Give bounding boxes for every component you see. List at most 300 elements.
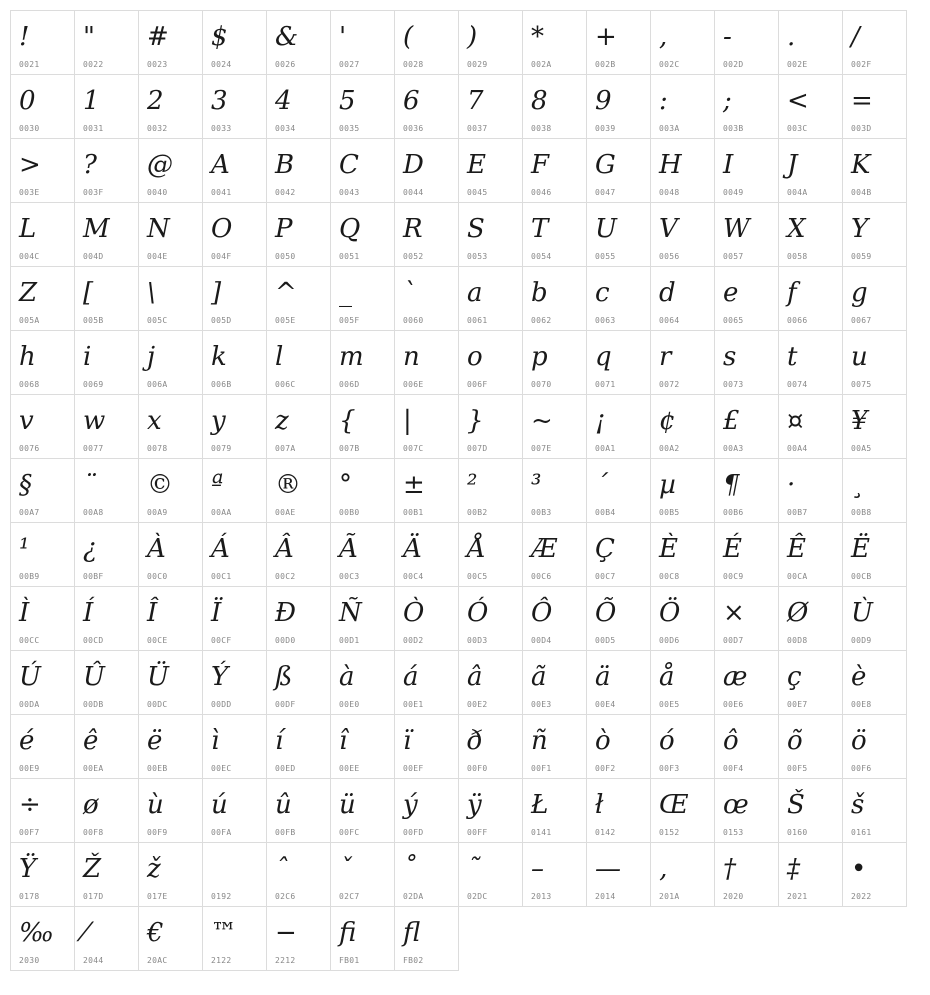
glyph-char: Y xyxy=(851,214,869,244)
glyph-code: 004D xyxy=(83,252,104,261)
glyph-cell xyxy=(586,714,651,779)
glyph-cell xyxy=(650,394,715,459)
glyph-code: 00A4 xyxy=(787,444,808,453)
glyph-code: 00B9 xyxy=(19,572,40,581)
glyph-cell xyxy=(10,714,75,779)
glyph-code: 00C4 xyxy=(403,572,424,581)
glyph-code: 00A2 xyxy=(659,444,680,453)
glyph-cell xyxy=(10,906,75,971)
glyph-char: — xyxy=(595,854,621,884)
glyph-char: å xyxy=(659,662,675,692)
glyph-cell xyxy=(394,906,459,971)
glyph-cell xyxy=(714,842,779,907)
glyph-cell xyxy=(586,266,651,331)
glyph-char: U xyxy=(595,214,617,244)
glyph-code: 00BF xyxy=(83,572,104,581)
glyph-code: 00A1 xyxy=(595,444,616,453)
glyph-char: È xyxy=(659,534,678,564)
glyph-cell xyxy=(74,586,139,651)
glyph-cell xyxy=(10,202,75,267)
glyph-cell xyxy=(266,650,331,715)
glyph-char: ¢ xyxy=(659,406,676,436)
glyph-cell xyxy=(394,778,459,843)
glyph-cell xyxy=(202,778,267,843)
glyph-char: ¥ xyxy=(851,406,868,436)
glyph-cell xyxy=(842,266,907,331)
glyph-code: 0192 xyxy=(211,892,232,901)
glyph-char: q xyxy=(595,342,612,372)
glyph-char: Ð xyxy=(275,598,296,628)
glyph-char: m xyxy=(339,342,364,372)
glyph-code: 0051 xyxy=(339,252,360,261)
glyph-char: ê xyxy=(83,726,99,756)
glyph-char: ³ xyxy=(531,470,542,500)
glyph-char: p xyxy=(531,342,548,372)
glyph-cell xyxy=(266,458,331,523)
glyph-char: ! xyxy=(19,22,30,52)
glyph-char: Õ xyxy=(595,598,617,628)
glyph-cell xyxy=(714,650,779,715)
glyph-char: ˇ xyxy=(339,854,352,884)
glyph-char: Ł xyxy=(531,790,549,820)
glyph-cell xyxy=(714,394,779,459)
glyph-code: 003A xyxy=(659,124,680,133)
glyph-char: E xyxy=(467,150,486,180)
glyph-cell xyxy=(842,202,907,267)
glyph-char: I xyxy=(723,150,734,180)
glyph-char: Á xyxy=(211,534,230,564)
glyph-code: 0030 xyxy=(19,124,40,133)
glyph-code: 00B5 xyxy=(659,508,680,517)
glyph-code: 0032 xyxy=(147,124,168,133)
glyph-code: 0060 xyxy=(403,316,424,325)
glyph-cell xyxy=(586,650,651,715)
glyph-cell xyxy=(586,394,651,459)
glyph-char: ° xyxy=(339,470,352,500)
glyph-cell xyxy=(138,202,203,267)
glyph-cell xyxy=(74,74,139,139)
glyph-char: ~ xyxy=(531,406,553,436)
glyph-char: F xyxy=(531,150,550,180)
glyph-cell xyxy=(202,330,267,395)
glyph-char: O xyxy=(211,214,233,244)
glyph-cell xyxy=(330,138,395,203)
glyph-char: * xyxy=(531,22,544,52)
glyph-cell xyxy=(458,10,523,75)
glyph-code: 00D5 xyxy=(595,636,616,645)
glyph-char: . xyxy=(787,22,796,52)
glyph-cell xyxy=(330,202,395,267)
glyph-cell xyxy=(522,586,587,651)
glyph-code: 00E3 xyxy=(531,700,552,709)
glyph-char: ø xyxy=(83,790,99,820)
glyph-char: - xyxy=(723,22,732,52)
glyph-cell xyxy=(74,202,139,267)
glyph-cell xyxy=(138,458,203,523)
glyph-char: r xyxy=(659,342,672,372)
glyph-char: d xyxy=(659,278,676,308)
glyph-cell xyxy=(778,778,843,843)
glyph-cell xyxy=(202,10,267,75)
glyph-char: u xyxy=(851,342,868,372)
glyph-char: 5 xyxy=(339,86,356,116)
glyph-code: 00B0 xyxy=(339,508,360,517)
glyph-cell xyxy=(202,74,267,139)
glyph-char: ‡ xyxy=(787,854,800,884)
glyph-code: 00E5 xyxy=(659,700,680,709)
glyph-code: 0045 xyxy=(467,188,488,197)
glyph-char: Â xyxy=(275,534,294,564)
glyph-cell xyxy=(330,74,395,139)
glyph-cell xyxy=(138,522,203,587)
glyph-code: 00DF xyxy=(275,700,296,709)
glyph-code: 00E0 xyxy=(339,700,360,709)
glyph-code: 005A xyxy=(19,316,40,325)
glyph-cell xyxy=(714,74,779,139)
glyph-char: w xyxy=(83,406,106,436)
glyph-char: ¤ xyxy=(787,406,804,436)
glyph-code: 0046 xyxy=(531,188,552,197)
glyph-char: z xyxy=(275,406,289,436)
glyph-code: FB02 xyxy=(403,956,424,965)
glyph-char: N xyxy=(147,214,170,244)
glyph-code: 0073 xyxy=(723,380,744,389)
glyph-cell xyxy=(74,10,139,75)
glyph-char: Ï xyxy=(211,598,222,628)
glyph-cell xyxy=(586,778,651,843)
glyph-cell xyxy=(778,202,843,267)
glyph-cell xyxy=(138,10,203,75)
glyph-code: 00DD xyxy=(211,700,232,709)
glyph-code: 00D8 xyxy=(787,636,808,645)
glyph-code: 007C xyxy=(403,444,424,453)
glyph-char: Q xyxy=(339,214,361,244)
glyph-code: 00C2 xyxy=(275,572,296,581)
glyph-cell xyxy=(778,266,843,331)
glyph-code: 00F0 xyxy=(467,764,488,773)
glyph-char: ' xyxy=(339,22,347,52)
glyph-cell xyxy=(266,586,331,651)
glyph-char: Ü xyxy=(147,662,169,692)
glyph-code: 0040 xyxy=(147,188,168,197)
glyph-code: 0142 xyxy=(595,828,616,837)
glyph-code: 2212 xyxy=(275,956,296,965)
glyph-cell xyxy=(10,842,75,907)
glyph-code: 005B xyxy=(83,316,104,325)
glyph-code: 00EE xyxy=(339,764,360,773)
glyph-char: ª xyxy=(211,470,224,500)
glyph-char: Ö xyxy=(659,598,681,628)
glyph-code: 2020 xyxy=(723,892,744,901)
glyph-code: 00D4 xyxy=(531,636,552,645)
glyph-char: 2 xyxy=(147,86,164,116)
glyph-cell xyxy=(138,74,203,139)
glyph-code: 00A5 xyxy=(851,444,872,453)
glyph-code: 2021 xyxy=(787,892,808,901)
glyph-char: e xyxy=(723,278,739,308)
glyph-cell xyxy=(650,522,715,587)
glyph-char: f xyxy=(787,278,797,308)
glyph-cell xyxy=(266,330,331,395)
glyph-code: 006D xyxy=(339,380,360,389)
glyph-code: 0036 xyxy=(403,124,424,133)
glyph-char: Ò xyxy=(403,598,425,628)
glyph-code: 00B7 xyxy=(787,508,808,517)
glyph-cell xyxy=(330,586,395,651)
glyph-code: 00CE xyxy=(147,636,168,645)
glyph-char: £ xyxy=(723,406,740,436)
glyph-char: i xyxy=(83,342,92,372)
glyph-code: 006B xyxy=(211,380,232,389)
glyph-cell xyxy=(522,778,587,843)
glyph-code: 005E xyxy=(275,316,296,325)
glyph-cell xyxy=(266,906,331,971)
glyph-code: 00FA xyxy=(211,828,232,837)
glyph-cell xyxy=(522,842,587,907)
glyph-char: à xyxy=(339,662,355,692)
glyph-code: 00D2 xyxy=(403,636,424,645)
glyph-cell xyxy=(714,266,779,331)
glyph-char: ´ xyxy=(595,470,608,500)
glyph-char: ì xyxy=(211,726,220,756)
glyph-code: 0048 xyxy=(659,188,680,197)
glyph-cell xyxy=(458,330,523,395)
glyph-cell xyxy=(138,330,203,395)
glyph-cell xyxy=(202,522,267,587)
glyph-cell xyxy=(522,458,587,523)
glyph-char: œ xyxy=(723,790,749,820)
glyph-code: 02C6 xyxy=(275,892,296,901)
glyph-cell xyxy=(522,394,587,459)
glyph-char: Ø xyxy=(787,598,809,628)
glyph-code: 004B xyxy=(851,188,872,197)
glyph-cell xyxy=(650,138,715,203)
glyph-code: 2030 xyxy=(19,956,40,965)
glyph-char: è xyxy=(851,662,867,692)
glyph-cell xyxy=(330,522,395,587)
glyph-cell xyxy=(586,202,651,267)
glyph-code: 007E xyxy=(531,444,552,453)
glyph-char: É xyxy=(723,534,742,564)
glyph-cell xyxy=(842,842,907,907)
glyph-char: ` xyxy=(403,278,416,308)
glyph-cell xyxy=(650,842,715,907)
glyph-char: # xyxy=(147,22,169,52)
glyph-code: 00C3 xyxy=(339,572,360,581)
glyph-char: L xyxy=(19,214,37,244)
glyph-cell xyxy=(10,458,75,523)
glyph-code: 0071 xyxy=(595,380,616,389)
glyph-char: Ó xyxy=(467,598,489,628)
glyph-code: 00A8 xyxy=(83,508,104,517)
glyph-cell xyxy=(330,842,395,907)
glyph-char: ) xyxy=(467,22,478,52)
glyph-char: Ã xyxy=(339,534,358,564)
glyph-code: 0070 xyxy=(531,380,552,389)
glyph-code: 00CB xyxy=(851,572,872,581)
glyph-cell xyxy=(138,138,203,203)
glyph-char: ð xyxy=(467,726,483,756)
glyph-cell xyxy=(778,138,843,203)
glyph-char: × xyxy=(723,598,745,628)
glyph-code: 00EB xyxy=(147,764,168,773)
glyph-char: ÿ xyxy=(467,790,482,820)
glyph-char: Ý xyxy=(211,662,229,692)
glyph-code: 0161 xyxy=(851,828,872,837)
glyph-cell xyxy=(138,266,203,331)
glyph-char: Ô xyxy=(531,598,553,628)
glyph-char: ß xyxy=(275,662,293,692)
glyph-cell xyxy=(202,586,267,651)
glyph-code: 00C7 xyxy=(595,572,616,581)
glyph-char: c xyxy=(595,278,610,308)
glyph-code: 201A xyxy=(659,892,680,901)
glyph-char: D xyxy=(403,150,424,180)
glyph-char: ù xyxy=(147,790,164,820)
glyph-code: 0056 xyxy=(659,252,680,261)
glyph-cell xyxy=(394,650,459,715)
glyph-code: 0152 xyxy=(659,828,680,837)
glyph-cell xyxy=(10,10,75,75)
glyph-char: µ xyxy=(659,470,676,500)
glyph-cell xyxy=(202,394,267,459)
glyph-cell xyxy=(778,10,843,75)
glyph-cell xyxy=(522,266,587,331)
glyph-char: X xyxy=(787,214,806,244)
glyph-code: 00CD xyxy=(83,636,104,645)
glyph-cell xyxy=(266,778,331,843)
glyph-cell xyxy=(842,522,907,587)
glyph-char: € xyxy=(147,918,164,948)
glyph-char: S xyxy=(467,214,485,244)
glyph-code: 00A9 xyxy=(147,508,168,517)
glyph-char: ( xyxy=(403,22,414,52)
glyph-code: 2022 xyxy=(851,892,872,901)
glyph-code: 0059 xyxy=(851,252,872,261)
glyph-char: ł xyxy=(595,790,604,820)
glyph-code: 02DC xyxy=(467,892,488,901)
glyph-code: 005D xyxy=(211,316,232,325)
glyph-char: © xyxy=(147,470,173,500)
glyph-cell xyxy=(714,138,779,203)
glyph-char: 1 xyxy=(83,86,100,116)
glyph-char: 7 xyxy=(467,86,484,116)
glyph-code: 0053 xyxy=(467,252,488,261)
glyph-code: 20AC xyxy=(147,956,168,965)
glyph-char: ô xyxy=(723,726,739,756)
glyph-cell xyxy=(10,266,75,331)
glyph-char: x xyxy=(147,406,162,436)
glyph-cell xyxy=(458,522,523,587)
glyph-char: ç xyxy=(787,662,802,692)
glyph-code: 00F6 xyxy=(851,764,872,773)
glyph-char: ò xyxy=(595,726,611,756)
glyph-code: FB01 xyxy=(339,956,360,965)
glyph-char: ¡ xyxy=(595,406,606,436)
glyph-char: Ê xyxy=(787,534,806,564)
glyph-char: û xyxy=(275,790,292,820)
glyph-char: ó xyxy=(659,726,675,756)
glyph-char: ⁄ xyxy=(83,918,88,948)
glyph-code: 002C xyxy=(659,60,680,69)
glyph-char: Œ xyxy=(659,790,689,820)
glyph-code: 0077 xyxy=(83,444,104,453)
glyph-code: 002D xyxy=(723,60,744,69)
glyph-char: 8 xyxy=(531,86,548,116)
glyph-char: ¨ xyxy=(83,470,96,500)
glyph-code: 00B6 xyxy=(723,508,744,517)
glyph-cell xyxy=(458,138,523,203)
glyph-cell xyxy=(650,202,715,267)
glyph-cell xyxy=(650,266,715,331)
glyph-cell xyxy=(650,650,715,715)
glyph-cell xyxy=(842,330,907,395)
glyph-cell xyxy=(714,330,779,395)
glyph-code: 002B xyxy=(595,60,616,69)
glyph-cell xyxy=(330,10,395,75)
glyph-char: í xyxy=(275,726,284,756)
glyph-code: 0153 xyxy=(723,828,744,837)
glyph-cell xyxy=(394,458,459,523)
glyph-cell xyxy=(394,394,459,459)
glyph-cell xyxy=(10,522,75,587)
glyph-cell xyxy=(330,714,395,779)
glyph-code: 0054 xyxy=(531,252,552,261)
glyph-code: 0049 xyxy=(723,188,744,197)
glyph-cell xyxy=(266,202,331,267)
glyph-code: 002A xyxy=(531,60,552,69)
glyph-cell xyxy=(586,10,651,75)
glyph-char: æ xyxy=(723,662,748,692)
glyph-code: 0027 xyxy=(339,60,360,69)
glyph-code: 0052 xyxy=(403,252,424,261)
glyph-code: 0029 xyxy=(467,60,488,69)
glyph-code: 00EF xyxy=(403,764,424,773)
glyph-cell xyxy=(842,10,907,75)
glyph-char: ö xyxy=(851,726,867,756)
glyph-code: 0072 xyxy=(659,380,680,389)
glyph-char: 9 xyxy=(595,86,612,116)
glyph-char: / xyxy=(851,22,860,52)
glyph-code: 00A7 xyxy=(19,508,40,517)
glyph-cell xyxy=(394,330,459,395)
glyph-code: 0066 xyxy=(787,316,808,325)
glyph-cell xyxy=(266,138,331,203)
glyph-code: 00C8 xyxy=(659,572,680,581)
glyph-cell xyxy=(458,266,523,331)
glyph-code: 0037 xyxy=(467,124,488,133)
glyph-code: 00E1 xyxy=(403,700,424,709)
glyph-code: 00D6 xyxy=(659,636,680,645)
glyph-code: 00CA xyxy=(787,572,808,581)
glyph-char: $ xyxy=(211,22,228,52)
glyph-cell xyxy=(10,650,75,715)
glyph-cell xyxy=(330,906,395,971)
glyph-code: 00E4 xyxy=(595,700,616,709)
glyph-code: 0026 xyxy=(275,60,296,69)
glyph-char: g xyxy=(851,278,868,308)
glyph-cell xyxy=(522,138,587,203)
glyph-code: 00FC xyxy=(339,828,360,837)
glyph-cell xyxy=(202,266,267,331)
glyph-char: é xyxy=(19,726,35,756)
glyph-code: 00DC xyxy=(147,700,168,709)
glyph-code: 002E xyxy=(787,60,808,69)
glyph-char: – xyxy=(531,854,544,884)
glyph-char: v xyxy=(19,406,34,436)
glyph-char: • xyxy=(851,854,867,884)
glyph-char: ? xyxy=(83,150,97,180)
